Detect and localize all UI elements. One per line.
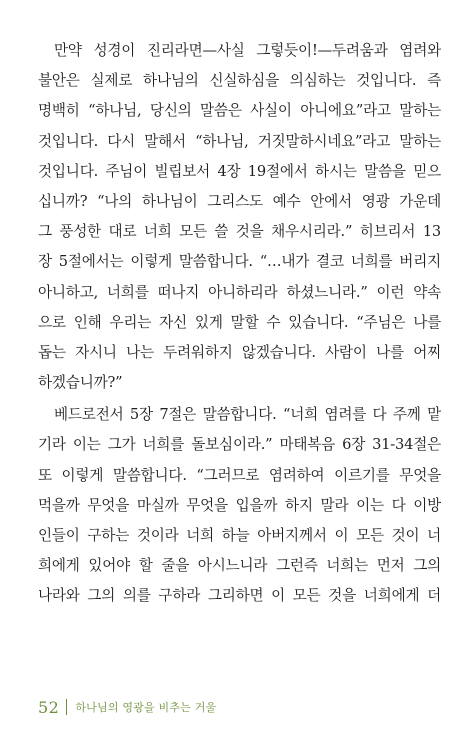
text-line: 인들이 구하는 것이라 너희 하늘 아버지께서 이 모든 것이 너	[38, 527, 441, 544]
text-line: 그 풍성한 대로 너희 모든 쓸 것을 채우시리라.” 히브리서 13	[38, 223, 441, 241]
page-footer	[38, 696, 216, 718]
body-text	[38, 36, 441, 612]
page-number: 52	[38, 697, 60, 717]
text-line: 베드로전서 5장 7절은 말씀합니다. “너희 염려를 다 주께 맡	[54, 406, 441, 424]
text-line: 희에게 있어야 할 줄을 아시느니라 그런즉 너희는 먼저 그의	[38, 557, 441, 575]
footer-divider	[66, 699, 67, 715]
text-line: 만약 성경이 진리라면—사실 그렇듯이!—두려움과 염려와	[54, 42, 441, 59]
text-line: 명백히 “하나님, 당신의 말씀은 사실이 아니에요”라고 말하는	[38, 102, 441, 120]
text-line: 기라 이는 그가 너희를 돌보심이라.” 마태복음 6장 31-34절은	[38, 436, 441, 454]
text-line: 나라와 그의 의를 구하라 그리하면 이 모든 것을 너희에게 더	[38, 587, 441, 605]
text-line: 십니까? “나의 하나님이 그리스도 예수 안에서 영광 가운데	[38, 192, 441, 210]
text-line: 아니하고, 너희를 떠나지 아니하리라 하셨느니라.” 이런 약속	[38, 283, 441, 301]
text-line: 장 5절에서는 이렇게 말씀합니다. “…내가 결코 너희를 버리지	[38, 253, 441, 271]
running-title: 하나님의 영광을 비추는 거울	[75, 701, 217, 714]
text-line: 으로 인해 우리는 자신 있게 말할 수 있습니다. “주님은 나를	[38, 313, 441, 331]
text-line: 불안은 실제로 하나님의 신실하심을 의심하는 것입니다. 즉	[38, 72, 441, 90]
text-line: 하겠습니까?”	[38, 374, 123, 392]
text-line: 먹을까 무엇을 마실까 무엇을 입을까 하지 말라 이는 다 이방	[38, 496, 441, 514]
text-line: 것입니다. 주님이 빌립보서 4장 19절에서 하시는 말씀을 믿으	[38, 162, 441, 180]
text-line: 것입니다. 다시 말해서 “하나님, 거짓말하시네요”라고 말하는	[38, 132, 441, 150]
text-line: 돕는 자시니 나는 두려워하지 않겠습니다. 사람이 나를 어찌	[38, 343, 441, 361]
text-line: 또 이렇게 말씀합니다. “그러므로 염려하여 이르기를 무엇을	[38, 466, 441, 484]
